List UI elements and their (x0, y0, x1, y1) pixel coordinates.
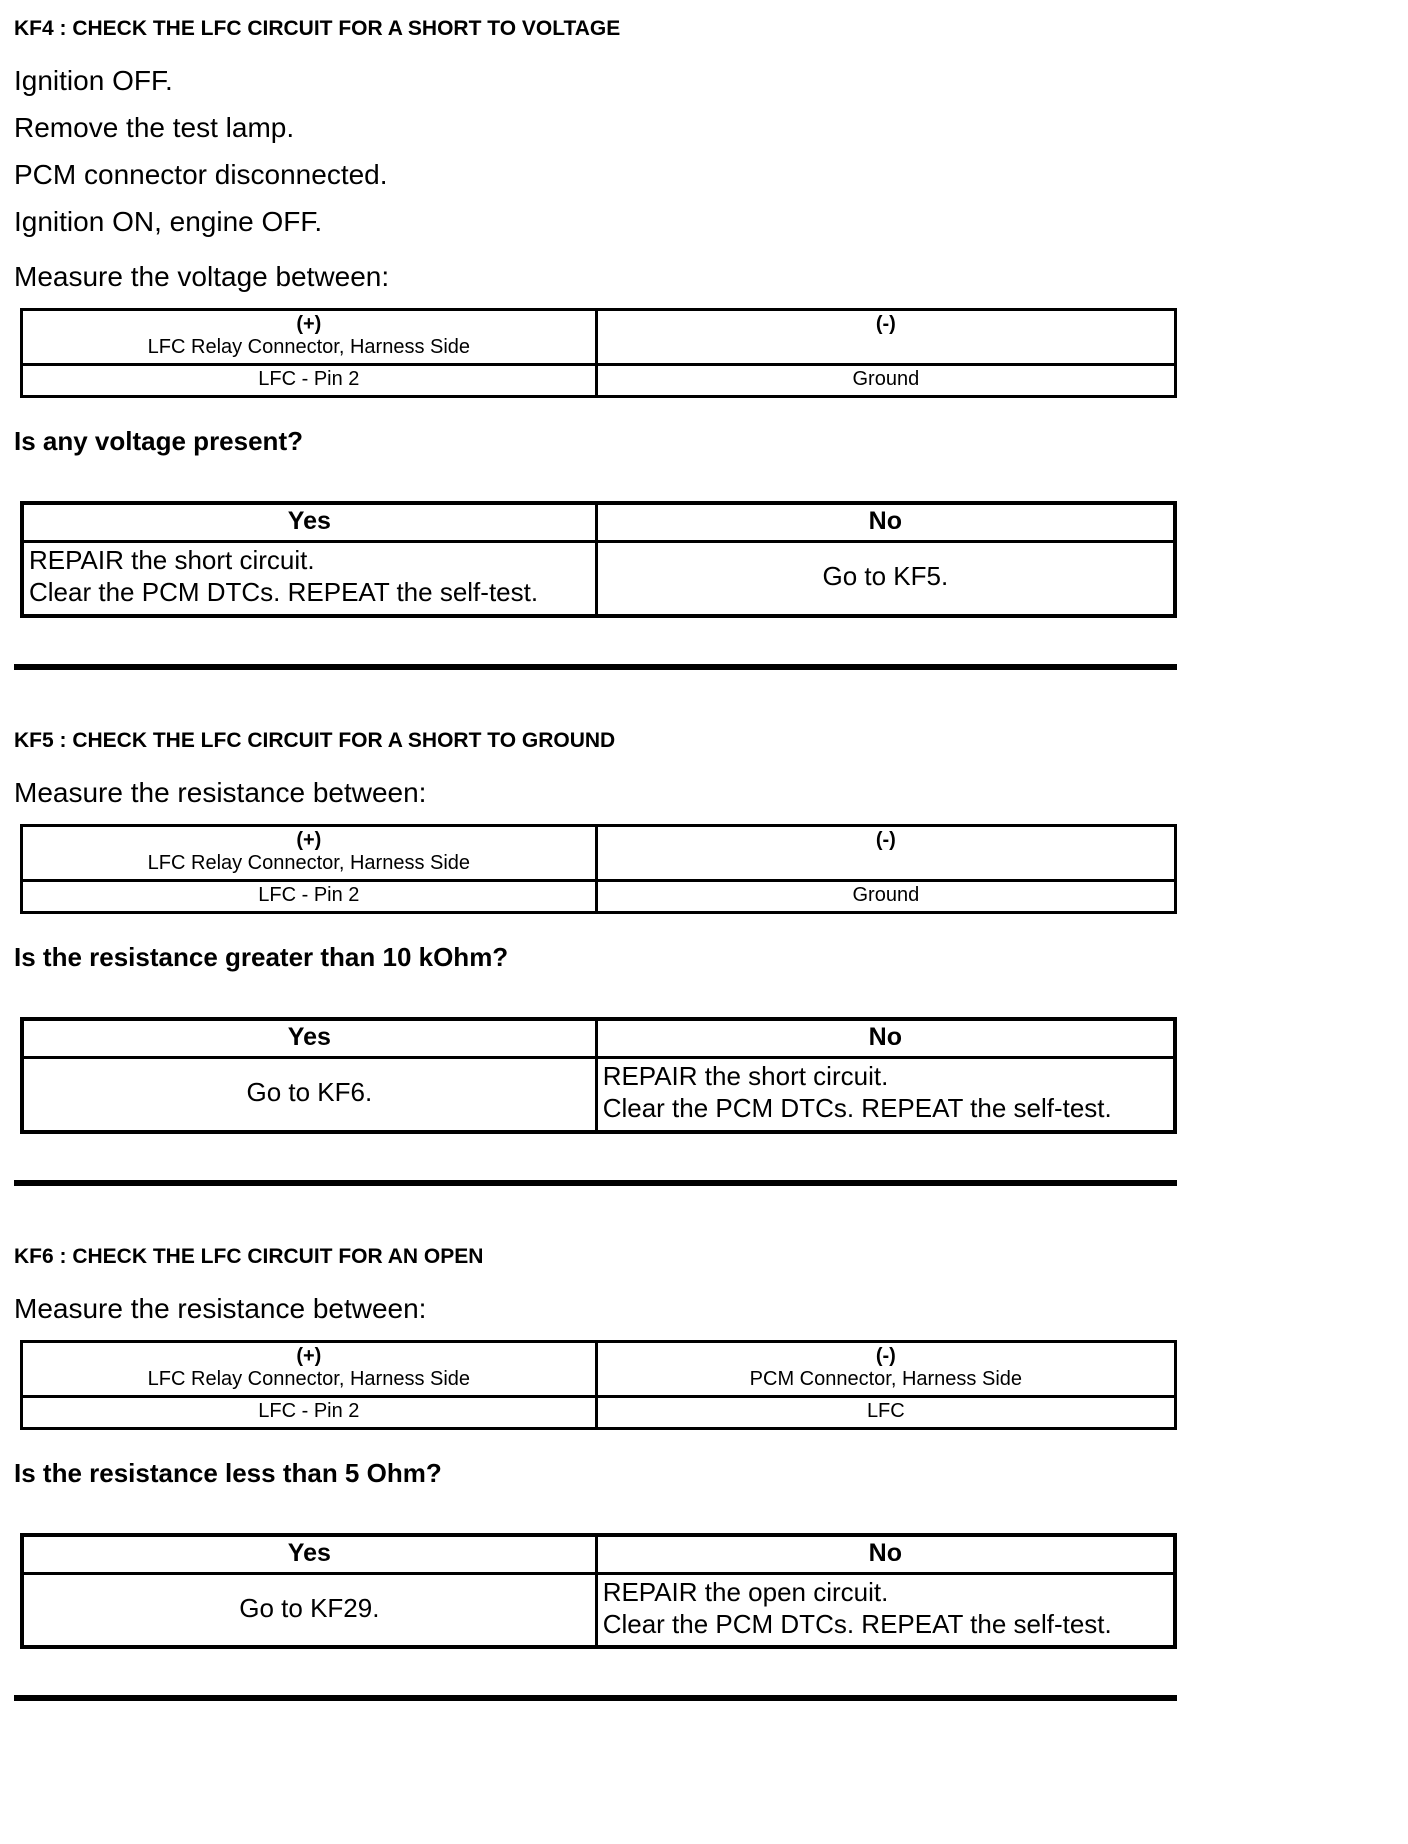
decision-header-row (22, 503, 1175, 542)
action-line: Go to KF29. (239, 1592, 380, 1623)
action-line: REPAIR the short circuit. (29, 545, 315, 576)
instruction-line: Remove the test lamp. (14, 112, 295, 144)
decision-action-row (22, 542, 1175, 616)
measurement-table (20, 308, 1177, 398)
plus-header-cell (22, 1341, 597, 1396)
plus-connector-label: LFC Relay Connector, Harness Side (147, 1367, 471, 1390)
no-column-header: No (596, 1535, 1175, 1574)
minus-connector-label: PCM Connector, Harness Side (749, 1367, 1023, 1390)
measurement-header-row (22, 1341, 1176, 1396)
decision-table (20, 1533, 1177, 1649)
plus-connector-label: LFC Relay Connector, Harness Side (147, 336, 471, 359)
section-title: KF4 : CHECK THE LFC CIRCUIT FOR A SHORT TO VOLTAGE (14, 17, 621, 40)
plus-header-cell (22, 826, 597, 881)
minus-header-cell (596, 1341, 1175, 1396)
instruction-line: Measure the resistance between: (14, 777, 427, 808)
action-line: Go to KF6. (246, 1077, 373, 1108)
section-divider (14, 664, 1177, 670)
yes-column-header: Yes (22, 503, 596, 542)
instruction-line: Ignition ON, engine OFF. (14, 206, 323, 238)
section-divider (14, 1695, 1177, 1701)
minus-connector-label (604, 852, 1168, 875)
measurement-header-row (22, 310, 1176, 365)
measurement-table (20, 1340, 1177, 1430)
action-line: Clear the PCM DTCs. REPEAT the self-test. (602, 1608, 1112, 1639)
instruction-line: Ignition OFF. (14, 65, 173, 97)
minus-header-cell (596, 826, 1175, 881)
section-kf4 (14, 16, 1177, 670)
measurement-value-row (22, 881, 1176, 913)
minus-sign-label: (-) (875, 313, 896, 336)
yes-column-header: Yes (22, 1535, 596, 1574)
minus-sign-label: (-) (875, 1344, 896, 1367)
decision-header-row (22, 1019, 1175, 1058)
plus-connector-label: LFC Relay Connector, Harness Side (147, 852, 471, 874)
instruction-line: PCM connector disconnected. (14, 159, 388, 191)
section-title: KF5 : CHECK THE LFC CIRCUIT FOR A SHORT TO GROUND (14, 728, 616, 752)
decision-table (20, 1017, 1177, 1133)
section-divider (14, 1180, 1177, 1186)
section-kf6 (14, 1244, 1177, 1702)
no-action-cell (596, 1058, 1175, 1132)
plus-value-cell: LFC - Pin 2 (22, 1396, 597, 1428)
plus-value-cell: LFC - Pin 2 (22, 365, 597, 397)
plus-value-cell: LFC - Pin 2 (22, 881, 597, 913)
no-column-header: No (596, 503, 1175, 542)
decision-header-row (22, 1535, 1175, 1574)
action-line: REPAIR the open circuit. (602, 1577, 889, 1607)
question-text: Is the resistance less than 5 Ohm? (14, 1457, 442, 1488)
plus-header-cell (22, 310, 597, 365)
decision-table (20, 501, 1177, 617)
minus-header-cell (596, 310, 1175, 365)
minus-value-cell: Ground (596, 365, 1175, 397)
measurement-value-row (22, 1396, 1176, 1428)
decision-action-row (22, 1574, 1175, 1648)
section-kf5 (14, 728, 1177, 1186)
decision-action-row (22, 1058, 1175, 1132)
plus-sign-label: (+) (296, 1344, 322, 1367)
question-text: Is the resistance greater than 10 kOhm? (14, 942, 509, 972)
yes-action-cell (22, 542, 596, 616)
instruction-line: Measure the resistance between: (14, 1292, 427, 1324)
minus-value-cell: LFC (596, 1396, 1175, 1428)
yes-action-cell (22, 1058, 596, 1132)
instruction-line: Measure the voltage between: (14, 261, 390, 293)
plus-sign-label: (+) (296, 829, 322, 851)
no-column-header: No (596, 1019, 1175, 1058)
no-action-cell (596, 542, 1175, 616)
action-line: Go to KF5. (822, 561, 949, 592)
plus-sign-label: (+) (296, 313, 322, 336)
action-line: REPAIR the short circuit. (602, 1061, 889, 1092)
measurement-table (20, 824, 1177, 914)
section-title: KF6 : CHECK THE LFC CIRCUIT FOR AN OPEN (14, 1244, 484, 1268)
minus-sign-label: (-) (875, 829, 896, 851)
question-text: Is any voltage present? (14, 426, 303, 457)
measurement-header-row (22, 826, 1176, 881)
minus-value-cell: Ground (596, 881, 1175, 913)
minus-connector-label (604, 336, 1168, 359)
action-line: Clear the PCM DTCs. REPEAT the self-test. (29, 577, 539, 608)
no-action-cell (596, 1574, 1175, 1648)
yes-column-header: Yes (22, 1019, 596, 1058)
action-line: Clear the PCM DTCs. REPEAT the self-test. (602, 1092, 1112, 1123)
measurement-value-row (22, 365, 1176, 397)
yes-action-cell (22, 1574, 596, 1648)
